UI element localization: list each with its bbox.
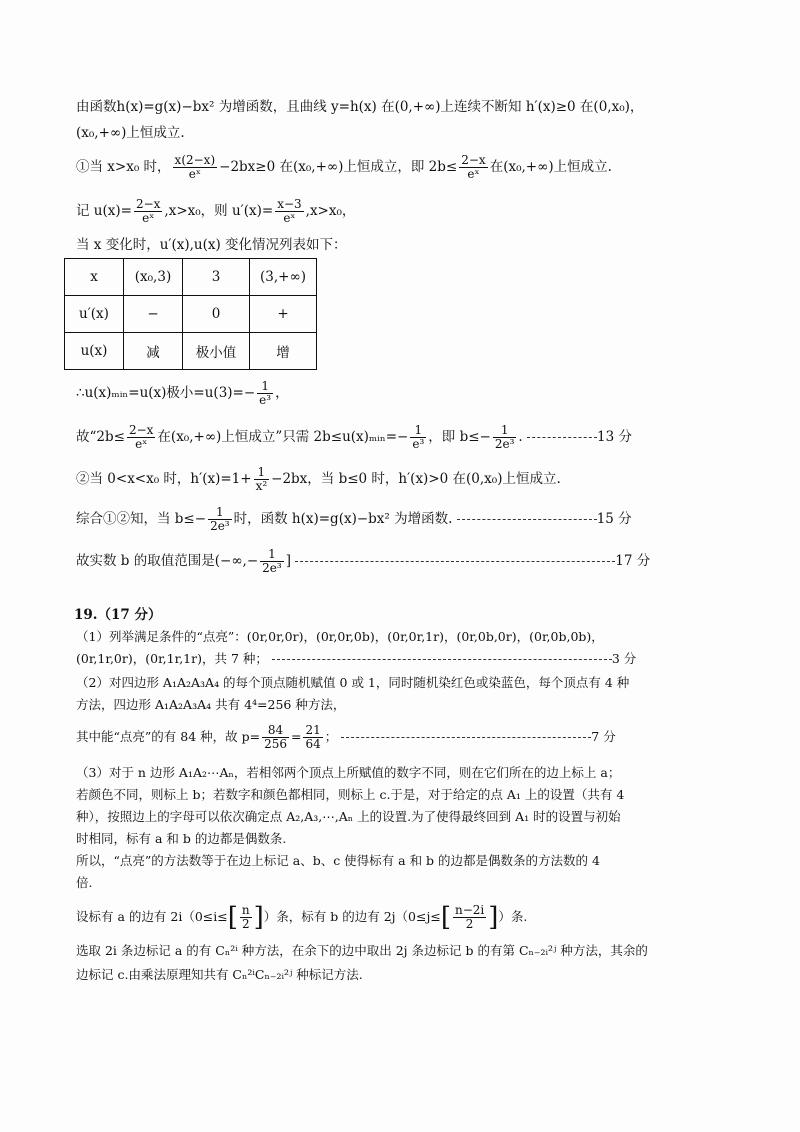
fraction: $\frac{1}{\text{2e³}}$ — [210, 505, 230, 533]
score: 15 分 — [596, 511, 632, 527]
table-cell: 增 — [250, 333, 317, 370]
text-line: （3）对于 n 边形 A₁A₂⋯Aₙ，若相邻两个顶点上所赋值的数字不同，则在它们所在的边上标上 a； — [76, 765, 621, 780]
text-line: 故“2b≤ $\frac{2-x}{\text{eˣ}}$ 在(x₀,+∞)上恒成立”只需 2b≤u(x)ₘᵢₙ=− $\frac{1}{\text{e³}}$ ，即 b≤− $\frac{1}{\text{2e³}}$ . 13 分 — [76, 423, 632, 451]
text-line: （1）列举满足条件的“点亮”：(0r,0r,0r)，(0r,0r,0b)，(0r,0r,1r)，(0r,0b,0r)，(0r,0b,0b)， — [76, 629, 604, 644]
table-cell: 0 — [183, 296, 250, 333]
fraction: $\frac{x-3}{\text{eˣ}}$ — [277, 197, 302, 225]
fraction: $\frac{1}{\text{e³}}$ — [259, 379, 272, 407]
text-line: 时相同，标有 a 和 b 的边都是偶数条. — [76, 831, 287, 846]
text-line: 倍. — [76, 875, 93, 890]
fraction: $\frac{1}{\text{e³}}$ — [412, 423, 425, 451]
text-line: 综合①②知，当 b≤− $\frac{1}{\text{2e³}}$ 时，函数 h(x)=g(x)−bx² 为增函数. 15 分 — [76, 505, 632, 533]
text-line: 其中能“点亮”的有 84 种，故 p= $\frac{84}{256}$ = $\frac{21}{64}$ ； 7 分 — [76, 723, 616, 751]
leader-dots — [272, 659, 612, 660]
table-cell: x — [65, 259, 124, 296]
fraction: $\frac{1}{\text{x²}}$ — [255, 465, 268, 493]
variation-table — [64, 258, 317, 370]
table-cell: 极小值 — [183, 333, 250, 370]
table-cell: u′(x) — [65, 296, 124, 333]
table-cell: (x₀,3) — [124, 259, 183, 296]
text-line: 若颜色不同，则标上 b；若数字和颜色都相同，则标上 c.于是，对于给定的点 A₁ 上的设置（共有 4 — [76, 787, 625, 802]
text-line: 记 u(x)= $\frac{2-x}{\text{eˣ}}$ ,x>x₀，则 u′(x)= $\frac{x-3}{\text{eˣ}}$ ,x>x₀， — [76, 197, 356, 225]
table-cell: u(x) — [65, 333, 124, 370]
text-line: ②当 0<x<x₀ 时，h′(x)=1+ $\frac{1}{\text{x²}}$ −2bx，当 b≤0 时，h′(x)>0 在(0,x₀)上恒成立. — [76, 465, 561, 493]
question-number: 19.（17 分） — [74, 607, 162, 623]
text-line: ∴u(x)ₘᵢₙ=u(x)极小=u(3)=− $\frac{1}{\text{e³}}$ ， — [76, 379, 289, 407]
table-cell: 3 — [183, 259, 250, 296]
fraction: $\frac{2-x}{\text{eˣ}}$ — [135, 197, 161, 225]
text-line: (x₀,+∞)上恒成立. — [76, 125, 185, 141]
text-line: 所以，“点亮”的方法数等于在边上标记 a、b、c 使得标有 a 和 b 的边都是偶数条的方法数的 4 — [76, 853, 600, 868]
fraction: $\frac{2-x}{\text{eˣ}}$ — [461, 153, 486, 181]
table-cell: 减 — [124, 333, 183, 370]
text-line: 选取 2i 条边标记 a 的有 Cₙ²ⁱ 种方法，在余下的边中取出 2j 条边标记 b 的有第 Cₙ₋₂ᵢ²ʲ 种方法，其余的 — [76, 943, 648, 958]
text-line: ①当 x>x₀ 时， $\frac{x(2-x)}{\text{eˣ}}$ −2bx≥0 在(x₀,+∞)上恒成立，即 2b≤ $\frac{2-x}{\text{eˣ}}$ 在(x₀,+∞)上恒成立. — [76, 153, 612, 181]
fraction: $\frac{2-x}{\text{eˣ}}$ — [128, 423, 154, 451]
fraction: $\frac{n-2i}{2}$ — [454, 903, 485, 931]
text-line: 由函数h(x)=g(x)−bx² 为增函数，且曲线 y=h(x) 在(0,+∞)上连续不断知 h′(x)≥0 在(0,x₀)， — [76, 99, 644, 115]
fraction: $\frac{x(2-x)}{\text{eˣ}}$ — [174, 153, 216, 181]
fraction: $\frac{1}{\text{2e³}}$ — [494, 423, 515, 451]
table-cell: − — [124, 296, 183, 333]
text-line: 当 x 变化时，u′(x),u(x) 变化情况列表如下： — [76, 237, 347, 253]
text-line: 设标有 a 的边有 2i（0≤i≤[ $\frac{n}{2}$ ]）条，标有 b 的边有 2j（0≤j≤[ $\frac{n-2i}{2}$ ]）条. — [76, 902, 528, 933]
text-line: 故实数 b 的取值范围是(−∞,− $\frac{1}{\text{2e³}}$ ] 17 分 — [76, 547, 651, 575]
table-cell: + — [250, 296, 317, 333]
score: 3 分 — [611, 651, 637, 666]
text-line: (0r,1r,0r)，(0r,1r,1r)，共 7 种； 3 分 — [76, 651, 637, 666]
score: 17 分 — [615, 553, 651, 569]
score: 7 分 — [591, 729, 616, 744]
leader-dots — [295, 561, 615, 562]
score: 13 分 — [597, 429, 632, 445]
fraction: $\frac{21}{64}$ — [305, 723, 321, 751]
leader-dots — [341, 737, 591, 738]
text-line: 种），按照边上的字母可以依次确定点 A₂,A₃,⋯,Aₙ 上的设置.为了使得最终回到 A₁ 时的设置与初始 — [76, 809, 621, 824]
text-line: （2）对四边形 A₁A₂A₃A₄ 的每个顶点随机赋值 0 或 1，同时随机染红色或染蓝色，每个顶点有 4 种 — [76, 675, 630, 690]
leader-dots — [457, 519, 597, 520]
text-line: 边标记 c.由乘法原理知共有 Cₙ²ⁱCₙ₋₂ᵢ²ʲ 种标记方法. — [76, 967, 363, 982]
leader-dots — [527, 437, 597, 438]
table-cell: (3,+∞) — [250, 259, 317, 296]
text-line: 方法，四边形 A₁A₂A₃A₄ 共有 4⁴=256 种方法， — [76, 697, 346, 712]
fraction: $\frac{n}{2}$ — [241, 903, 250, 931]
fraction: $\frac{1}{\text{2e³}}$ — [262, 547, 282, 575]
fraction: $\frac{84}{256}$ — [264, 723, 287, 751]
